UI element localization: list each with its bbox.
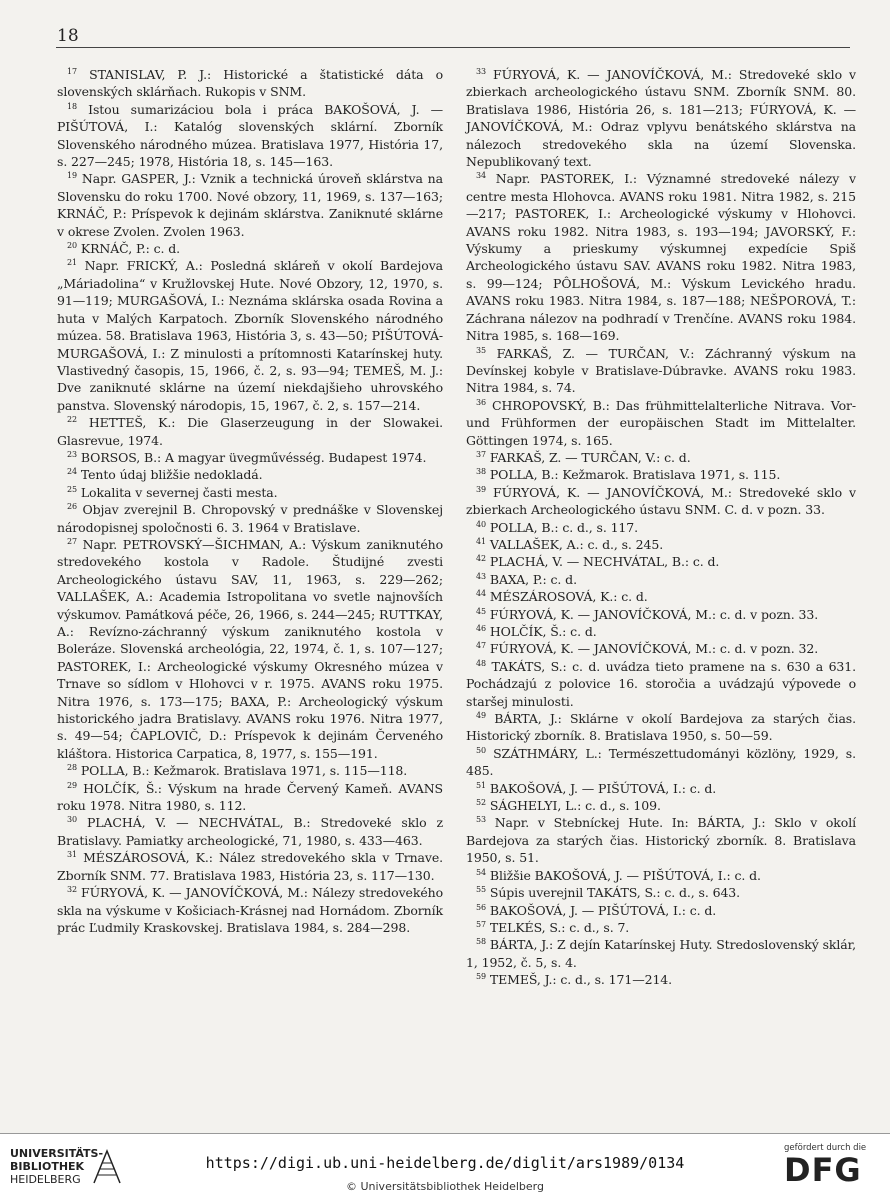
footnote — [466, 536, 856, 553]
footnote — [466, 640, 856, 657]
footnote — [466, 588, 856, 605]
footnote — [466, 814, 856, 866]
footnote — [466, 571, 856, 588]
footnote-number: 33 — [476, 66, 486, 76]
footnote-text: Napr. PASTOREK, I.: Významné stredoveké nálezy v centre mesta Hlohovca. AVANS roku 1981. Nitra 1982, s. 215—217; PASTOREK, I.: Archeologické výskumy v Hlohovci. AVANS roku 1982. Nitra 1983, s. 193—194; JAVORSKÝ, F.: Výskumy a prieskumy výskumnej expedície Spiš Archeologického ústavu SAV. AVANS roku 1982. Nitra 1983, s. 99—124; PÔLHOŠOVÁ, M.: Výskum Levického hradu. AVANS roku 1983. Nitra 1984, s. 187—188; NEŠPOROVÁ, T.: Záchrana nálezov na podhradí v Trenčíne. AVANS roku 1984. Nitra 1985, s. 168—169. — [466, 171, 856, 344]
footnote-number: 36 — [476, 397, 486, 407]
footnote-number: 39 — [476, 484, 486, 494]
page-url-link[interactable]: https://digi.ub.uni-heidelberg.de/diglit/ars1989/0134 — [205, 1154, 685, 1172]
footnote-text: Objav zverejnil B. Chropovský v prednáške v Slovenskej národopisnej spoločnosti 6. 3. 1964 v Bratislave. — [57, 502, 443, 535]
footnote-text: Súpis uverejnil TAKÁTS, S.: c. d., s. 643. — [489, 885, 741, 901]
footnote — [466, 449, 856, 466]
footnote-text: BAKOŠOVÁ, J. — PIŠÚTOVÁ, I.: c. d. — [489, 902, 717, 918]
footnote — [466, 902, 856, 919]
footnote-text: BÁRTA, J.: Z dejín Katarínskej Huty. Stredoslovenský sklár, 1, 1952, č. 5, s. 4. — [466, 937, 856, 970]
footnote — [57, 414, 443, 449]
footnote — [57, 762, 443, 779]
footnote-text: Napr. PETROVSKÝ—ŠICHMAN, A.: Výskum zaniknutého stredovekého kostola v Radole. Študijné zvesti Archeologického ústavu SAV, 11, 1963, s. 229—262; VALLAŠEK, A.: Academia Istropolitana vo svetle najnovších výskumov. Památková péče, 26, 1966, s. 244—245; RUTTKAY, A.: Revízno-záchranný výskum zaniknutého kostola v Boleráze. Slovenská archeológia, 22, 1974, č. 1, s. 107—127; PASTOREK, I.: Archeologické výskumy Okresného múzea v Trnave so sídlom v Hlohovci v r. 1975. AVANS roku 1975. Nitra 1976, s. 173—175; BAXA, P.: Archeologický výskum historického jadra Bratislavy. AVANS roku 1976. Nitra 1977, s. 49—54; ČAPLOVIČ, D.: Príspevok k dejinám Červeného kláštora. Historica Carpatica, 8, 1977, s. 155—191. — [57, 536, 443, 761]
footnote-number: 31 — [67, 850, 77, 860]
footnote — [466, 780, 856, 797]
footnote — [57, 501, 443, 536]
footnote-number: 56 — [476, 902, 486, 912]
footnote-text: VALLAŠEK, A.: c. d., s. 245. — [489, 536, 664, 552]
footnote — [466, 553, 856, 570]
footnote — [466, 345, 856, 397]
footnote — [466, 623, 856, 640]
footnote-text: Tento údaj bližšie nedokladá. — [80, 467, 263, 483]
footnote-number: 28 — [67, 763, 77, 773]
dfg-wordmark: DFG — [784, 1151, 862, 1189]
footnotes-left-column — [57, 66, 443, 936]
footnote-number: 29 — [67, 780, 77, 790]
library-name-line2: BIBLIOTHEK — [10, 1160, 85, 1173]
footnote — [466, 884, 856, 901]
footnote-text: TEMEŠ, J.: c. d., s. 171—214. — [489, 972, 673, 988]
footnote-text: MÉSZÁROSOVÁ, K.: Nález stredovekého skla v Trnave. Zborník SNM. 77. Bratislava 1983, História 23, s. 117—130. — [57, 850, 444, 883]
footnote — [57, 101, 443, 171]
footnote-text: FÚRYOVÁ, K. — JANOVÍČKOVÁ, M.: c. d. v pozn. 32. — [489, 641, 819, 657]
footnote-text: Napr. v Stebníckej Hute. In: BÁRTA, J.: Sklo v okolí Bardejova za starých čias. Historický zborník. 8. Bratislava 1950, s. 51. — [466, 815, 857, 866]
footnote-text: HOLČÍK, Š.: c. d. — [489, 624, 597, 639]
footnote-number: 42 — [476, 554, 486, 564]
footnote — [466, 170, 856, 344]
footnote — [57, 170, 443, 240]
footnote-number: 45 — [476, 606, 486, 616]
footnote — [466, 710, 856, 745]
footnote-text: Napr. FRICKÝ, A.: Posledná skláreň v okolí Bardejova „Máriadolina“ v Kružlovskej Hute. Nové Obzory, 12, 1970, s. 91—119; MURGAŠOVÁ, I.: Neznáma sklárska osada Rovina a huta v Malých Karpatoch. Zborník Slovenského národného múzea. 58. Bratislava 1963, História 3, s. 43—50; PIŠÚTOVÁ-MURGAŠOVÁ, I.: Z minulosti a prítomnosti Katarínskej huty. Vlastivedný časopis, 15, 1966, č. 2, s. 93—94; TEMEŠ, M. J.: Dve zaniknuté sklárne na území niekdajšieho uhrovského panstva. Slovenský národopis, 15, 1967, č. 2, s. 157—214. — [57, 258, 444, 413]
footnote-number: 24 — [67, 467, 77, 477]
footnote-number: 26 — [67, 502, 77, 511]
footnote-text: FÚRYOVÁ, K. — JANOVÍČKOVÁ, M.: Stredoveké sklo v zbierkach Archeologického ústavu SNM. C. d. v pozn. 33. — [466, 484, 857, 518]
footnote-number: 38 — [476, 467, 486, 477]
footnote-number: 53 — [476, 815, 486, 825]
footnote-number: 37 — [476, 449, 486, 459]
footnote-number: 25 — [67, 484, 77, 494]
footnote-text: SZÁTHMÁRY, L.: Természettudományi közlöny, 1929, s. 485. — [466, 745, 856, 779]
footnote — [466, 466, 856, 483]
copyright-notice: © Universitätsbibliothek Heidelberg — [345, 1180, 544, 1193]
footnote-text: FARKAŠ, Z. — TURČAN, V.: Záchranný výskum na Devínskej kobyle v Bratislave-Dúbravke. AVANS roku 1983. Nitra 1984, s. 74. — [466, 345, 856, 396]
footnote-text: POLLA, B.: Kežmarok. Bratislava 1971, s. 115. — [489, 467, 781, 483]
footnote — [466, 397, 856, 449]
footnote-number: 43 — [476, 571, 486, 581]
footer-rule — [0, 1133, 890, 1134]
footnote — [57, 484, 443, 501]
footnote-number: 50 — [476, 745, 486, 755]
footnote-text: PLACHÁ, V. — NECHVÁTAL, B.: Stredoveké sklo z Bratislavy. Pamiatky archeologické, 71, 1980, s. 433—463. — [57, 815, 444, 848]
footnote-number: 49 — [476, 710, 486, 720]
footnote-text: TAKÁTS, S.: c. d. uvádza tieto pramene na s. 630 a 631. Pochádzajú z polovice 16. storočia a uvádzajú výpovede o staršej minulosti. — [466, 658, 856, 709]
library-logo[interactable] — [10, 1147, 103, 1186]
footnote-text: Lokalita v severnej časti mesta. — [80, 484, 278, 500]
footnote-text: SÁGHELYI, L.: c. d., s. 109. — [489, 798, 661, 814]
footnote-number: 35 — [476, 345, 486, 355]
footnote — [466, 867, 856, 884]
footnote-text: HETTEŠ, K.: Die Glaserzeugung in der Slowakei. Glasrevue, 1974. — [57, 415, 444, 448]
footnote-text: BAXA, P.: c. d. — [489, 571, 577, 587]
footnote — [466, 919, 856, 936]
footnote-number: 40 — [476, 519, 486, 529]
funded-by-text: gefördert durch die — [784, 1143, 867, 1153]
footnote — [466, 658, 856, 710]
footnote-number: 30 — [67, 815, 77, 825]
footnote — [466, 606, 856, 623]
footnote — [466, 66, 856, 170]
footnote-text: Istou sumarizáciou bola i práca BAKOŠOVÁ, J. — PIŠÚTOVÁ, I.: Katalóg slovenských sklární. Zborník Slovenského národného múzea. Bratislava 1977, História 17, s. 227—245; 1978, História 18, s. 145—163. — [57, 101, 443, 170]
footnote-number: 18 — [67, 101, 77, 111]
footnote-number: 46 — [476, 623, 486, 633]
footnote-number: 52 — [476, 797, 486, 807]
footnote-text: STANISLAV, P. J.: Historické a štatistické dáta o slovenských sklárňach. Rukopis v SNM. — [57, 67, 444, 100]
footnote-number: 48 — [476, 658, 486, 668]
footnote — [466, 797, 856, 814]
footnote-text: CHROPOVSKÝ, B.: Das frühmittelalterliche Nitrava. Vor-und Frühformen der europäischen Stadt im Mittelalter. Göttingen 1974, s. 165. — [466, 397, 857, 448]
footnote-text: Bližšie BAKOŠOVÁ, J. — PIŠÚTOVÁ, I.: c. d. — [489, 867, 761, 883]
footnote-number: 47 — [476, 641, 486, 651]
footnote — [57, 466, 443, 483]
footnote-number: 34 — [476, 171, 486, 181]
footnote-text: BÁRTA, J.: Sklárne v okolí Bardejova za starých čias. Historický zborník. 8. Bratislava 1950, s. 50—59. — [466, 711, 856, 744]
footnote-number: 22 — [67, 414, 77, 424]
footnote — [466, 745, 856, 780]
footnote-number: 19 — [67, 171, 77, 181]
footnote-number: 57 — [476, 919, 486, 929]
footnote-number: 21 — [67, 258, 77, 268]
footnote-number: 59 — [476, 971, 486, 981]
footnote-text: MÉSZÁROSOVÁ, K.: c. d. — [489, 589, 648, 605]
header-rule — [56, 47, 850, 48]
footnote — [57, 536, 443, 762]
footnote — [466, 936, 856, 971]
footnote — [466, 971, 856, 988]
footnote — [57, 814, 443, 849]
footnote-number: 51 — [476, 780, 486, 790]
footnote-text: BAKOŠOVÁ, J. — PIŠÚTOVÁ, I.: c. d. — [489, 780, 717, 796]
footnote-number: 17 — [67, 66, 77, 76]
footnote — [466, 519, 856, 536]
footnote-text: FÚRYOVÁ, K. — JANOVÍČKOVÁ, M.: Stredoveké sklo v zbierkach archeologického ústavu SNM. Zborník SNM. 80. Bratislava 1986, História 26, s. 181—213; FÚRYOVÁ, K. — JANOVÍČKOVÁ, M.: Odraz vplyvu benátského sklárstva na nálezoch stredovekého skla na území Slovenska. Nepublikovaný text. — [466, 67, 857, 170]
footnote-number: 41 — [476, 536, 486, 546]
footnote — [466, 484, 856, 519]
footnote — [57, 849, 443, 884]
footnote-text: BORSOS, B.: A magyar üvegművésség. Budapest 1974. — [80, 449, 427, 465]
footnote-text: TELKÉS, S.: c. d., s. 7. — [489, 919, 630, 935]
footnote-number: 27 — [67, 536, 77, 546]
library-name-line1: UNIVERSITÄTS- — [10, 1147, 104, 1160]
footnote-text: Napr. GASPER, J.: Vznik a technická úroveň sklárstva na Slovensku do roku 1700. Nové obzory, 11, 1969, s. 137—163; KRNÁČ, P.: Príspevok k dejinám sklárstva. Zaniknuté sklárne v okrese Zvolen. Zvolen 1963. — [57, 171, 443, 239]
footnote — [57, 66, 443, 101]
footnote-text: HOLČÍK, Š.: Výskum na hrade Červený Kameň. AVANS roku 1978. Nitra 1980, s. 112. — [57, 780, 444, 814]
footnote-text: FARKAŠ, Z. — TURČAN, V.: c. d. — [489, 449, 691, 465]
footnote-text: KRNÁČ, P.: c. d. — [80, 241, 180, 257]
footnote-number: 44 — [476, 589, 486, 599]
library-emblem-icon — [90, 1147, 124, 1187]
footnote-number: 55 — [476, 884, 486, 894]
footnote-text: FÚRYOVÁ, K. — JANOVÍČKOVÁ, M.: c. d. v pozn. 33. — [489, 606, 819, 622]
footnote-text: POLLA, B.: c. d., s. 117. — [489, 519, 639, 535]
dfg-logo[interactable] — [766, 1143, 876, 1189]
footnote-text: POLLA, B.: Kežmarok. Bratislava 1971, s. 115—118. — [80, 763, 408, 779]
footnote-number: 20 — [67, 240, 77, 250]
footnote-number: 23 — [67, 449, 77, 459]
library-name-line3: HEIDELBERG — [10, 1173, 81, 1186]
footnote — [57, 780, 443, 815]
footnotes-right-column — [466, 66, 856, 989]
footnote-number: 58 — [476, 937, 486, 947]
footnote-number: 32 — [67, 884, 77, 894]
footnote — [57, 257, 443, 414]
footnote — [57, 240, 443, 257]
page-number: 18 — [57, 26, 79, 46]
footnote-number: 54 — [476, 867, 486, 877]
footnote-text: PLACHÁ, V. — NECHVÁTAL, B.: c. d. — [489, 554, 720, 570]
footnote — [57, 449, 443, 466]
footnote — [57, 884, 443, 936]
footnote-text: FÚRYOVÁ, K. — JANOVÍČKOVÁ, M.: Nálezy stredovekého skla na výskume v Košiciach-Krásnej nad Hornádom. Zborník prác Ľudmily Kraskovskej. Bratislava 1984, s. 284—298. — [57, 885, 443, 935]
